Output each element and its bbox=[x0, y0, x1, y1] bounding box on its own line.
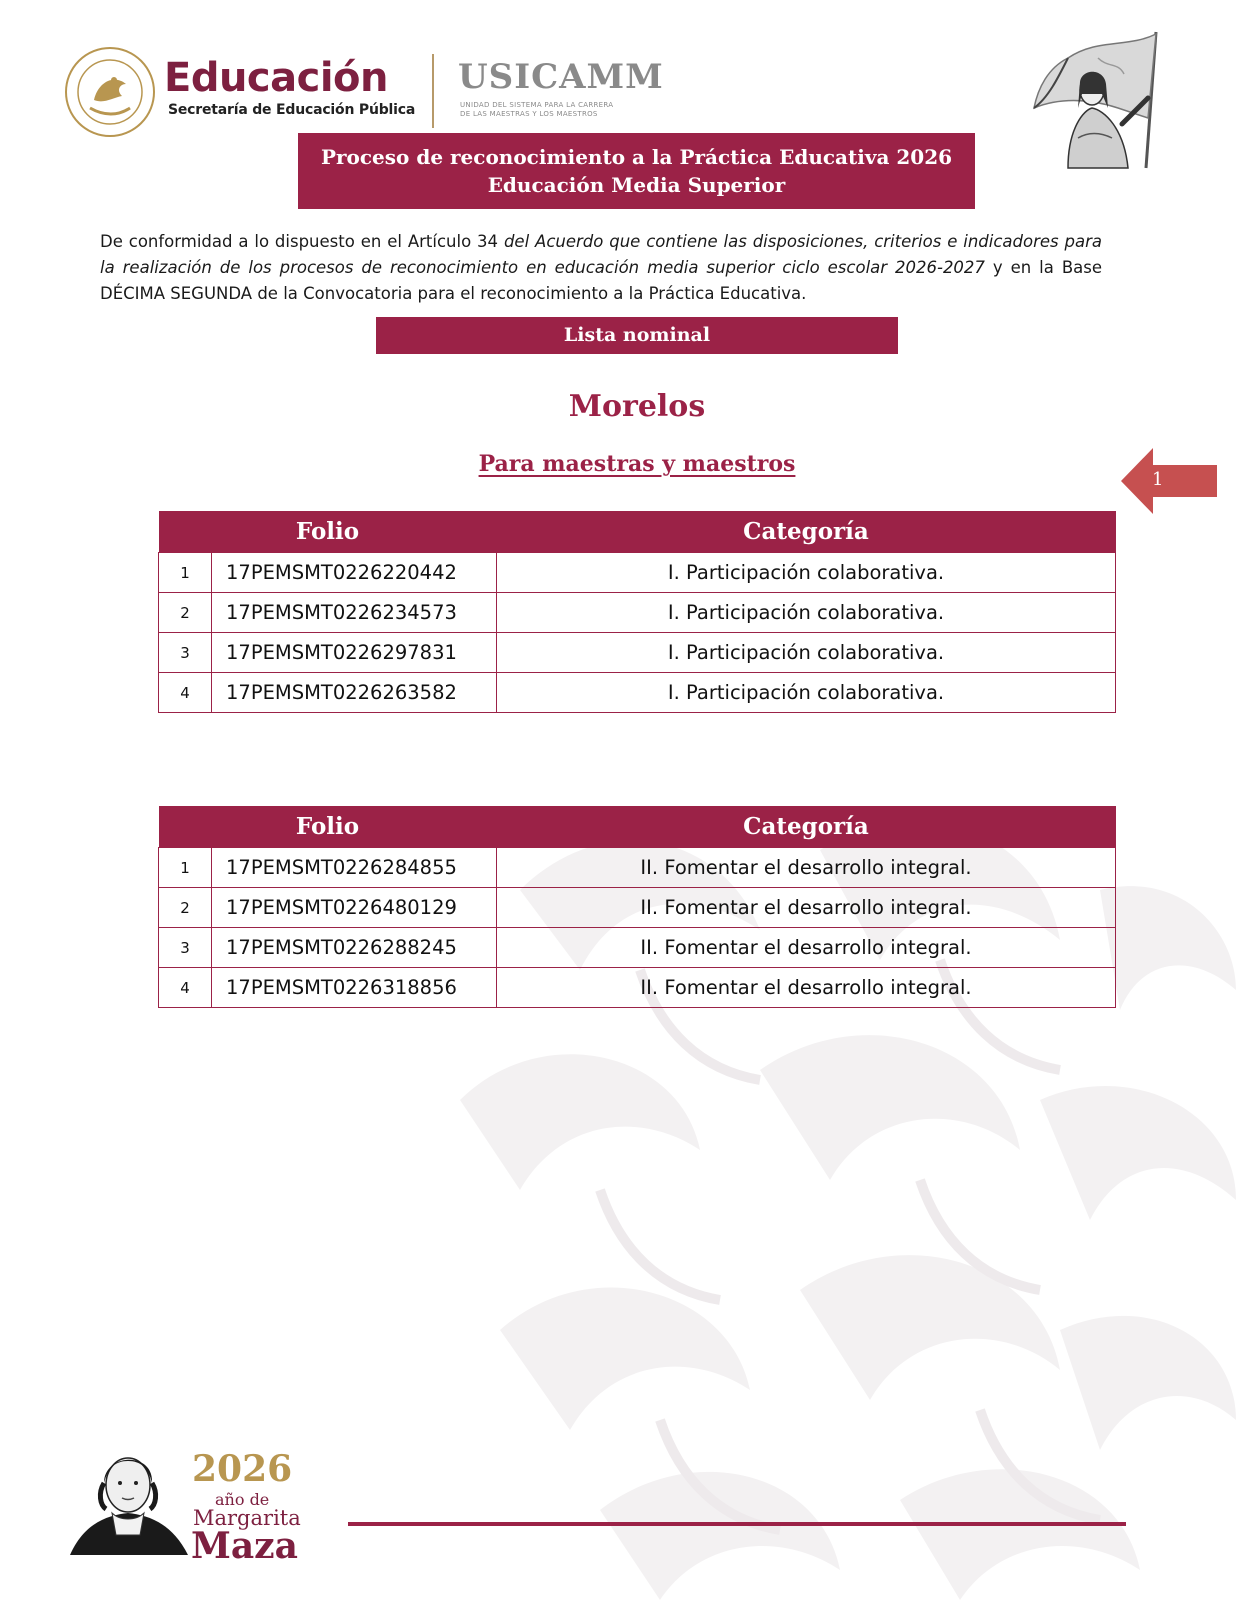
categoria-cell: II. Fomentar el desarrollo integral. bbox=[497, 968, 1116, 1008]
categoria-cell: I. Participación colaborativa. bbox=[497, 553, 1116, 593]
categoria-cell: II. Fomentar el desarrollo integral. bbox=[497, 888, 1116, 928]
table-row bbox=[159, 928, 1116, 968]
table-row bbox=[159, 968, 1116, 1008]
row-number: 3 bbox=[159, 633, 212, 673]
education-logo-title: Educación bbox=[164, 55, 389, 101]
categoria-cell: I. Participación colaborativa. bbox=[497, 673, 1116, 713]
national-seal-icon bbox=[64, 46, 156, 138]
categoria-cell: II. Fomentar el desarrollo integral. bbox=[497, 928, 1116, 968]
intro-text-part-1: De conformidad a lo dispuesto en el Artículo 34 bbox=[100, 232, 504, 251]
categoria-cell: I. Participación colaborativa. bbox=[497, 593, 1116, 633]
document-title-line-1: Proceso de reconocimiento a la Práctica Educativa 2026 bbox=[320, 145, 953, 169]
table-row bbox=[159, 593, 1116, 633]
table-row bbox=[159, 553, 1116, 593]
margarita-maza-portrait-icon bbox=[64, 1443, 194, 1558]
folio-table-2 bbox=[158, 806, 1116, 1008]
document-title-band bbox=[298, 133, 975, 209]
usicamm-subtitle-line-1: UNIDAD DEL SISTEMA PARA LA CARRERA bbox=[460, 101, 614, 109]
folio-cell: 17PEMSMT0226220442 bbox=[212, 553, 497, 593]
usicamm-subtitle bbox=[460, 101, 613, 119]
document-title-line-2: Educación Media Superior bbox=[487, 173, 786, 197]
folio-cell: 17PEMSMT0226480129 bbox=[212, 888, 497, 928]
categoria-cell: II. Fomentar el desarrollo integral. bbox=[497, 848, 1116, 888]
audience-subheading: Para maestras y maestros bbox=[478, 451, 796, 477]
folio-cell: 17PEMSMT0226234573 bbox=[212, 593, 497, 633]
intro-text-part-3: y en la Base DÉCIMA SEGUNDA de la Convocatoria para el reconocimiento a la Práctica Educativa. bbox=[100, 258, 1102, 303]
lista-nominal-band: Lista nominal bbox=[376, 317, 898, 354]
categoria-column-header: Categoría bbox=[497, 806, 1116, 848]
categoria-column-header: Categoría bbox=[497, 511, 1116, 553]
folio-column-header: Folio bbox=[159, 511, 497, 553]
footer-ano-de: año de bbox=[215, 1490, 270, 1509]
state-heading: Morelos bbox=[568, 389, 706, 424]
table-row bbox=[159, 633, 1116, 673]
folio-table-1 bbox=[158, 511, 1116, 713]
page-number: 1 bbox=[1152, 469, 1164, 490]
categoria-cell: I. Participación colaborativa. bbox=[497, 633, 1116, 673]
folio-column-header: Folio bbox=[159, 806, 497, 848]
folio-cell: 17PEMSMT0226288245 bbox=[212, 928, 497, 968]
table-row bbox=[159, 888, 1116, 928]
intro-text-italic: del Acuerdo que contiene las disposiciones, criterios e indicadores para la realización de los procesos de reconocimiento en educación media superior ciclo escolar 2026-2027 bbox=[100, 232, 1102, 277]
row-number: 1 bbox=[159, 553, 212, 593]
heroine-flag-illustration-icon bbox=[1028, 28, 1164, 170]
row-number: 1 bbox=[159, 848, 212, 888]
page-number-arrow-icon bbox=[1121, 448, 1217, 514]
usicamm-logo-title: USICAMM bbox=[458, 57, 664, 97]
intro-paragraph bbox=[100, 229, 1102, 307]
footer-margarita: Margarita bbox=[193, 1506, 301, 1530]
row-number: 2 bbox=[159, 888, 212, 928]
folio-cell: 17PEMSMT0226297831 bbox=[212, 633, 497, 673]
table-header-row bbox=[159, 511, 1116, 553]
footer-year: 2026 bbox=[192, 1448, 293, 1490]
footer-maza: Maza bbox=[191, 1525, 298, 1567]
table-header-row bbox=[159, 806, 1116, 848]
row-number: 4 bbox=[159, 673, 212, 713]
header-divider bbox=[432, 54, 434, 128]
row-number: 3 bbox=[159, 928, 212, 968]
footer-divider bbox=[348, 1522, 1126, 1526]
folio-cell: 17PEMSMT0226263582 bbox=[212, 673, 497, 713]
folio-cell: 17PEMSMT0226284855 bbox=[212, 848, 497, 888]
folio-cell: 17PEMSMT0226318856 bbox=[212, 968, 497, 1008]
table-row bbox=[159, 673, 1116, 713]
sep-subtitle: Secretaría de Educación Pública bbox=[168, 102, 416, 118]
row-number: 2 bbox=[159, 593, 212, 633]
table-row bbox=[159, 848, 1116, 888]
usicamm-subtitle-line-2: DE LAS MAESTRAS Y LOS MAESTROS bbox=[460, 110, 598, 118]
row-number: 4 bbox=[159, 968, 212, 1008]
